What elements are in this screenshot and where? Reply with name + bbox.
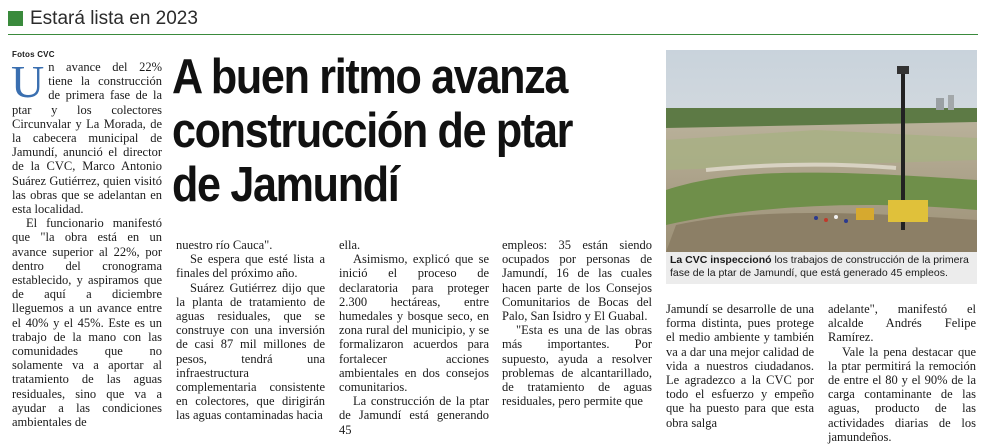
caption-text: los trabajos de construcción de la primera fase de la ptar de Jamundí, que está generado 45 empleos.: [670, 254, 969, 279]
article-column-1: [11, 56, 162, 430]
paragraph: empleos: 35 están siendo ocupados por personas de Jamundí, 16 de las cuales hacen parte de los Consejos Comunitarios de Bocas del Palo, San Isidro y El Guabal.: [502, 238, 652, 324]
paragraph: Suárez Gutiérrez dijo que la planta de tratamiento de aguas residuales, que se construye con una inversión de casi 87 mil millones de pesos, tendrá una infraestructura complementaria consistente en colectores, que dirigirán las aguas contaminadas hacia: [176, 280, 325, 423]
construction-site-photo: [666, 50, 977, 252]
paragraph: adelante", manifestó el alcalde Andrés Felipe Ramírez.: [828, 302, 976, 345]
caption-lead: La CVC inspeccionó: [670, 254, 772, 266]
section-header: [8, 6, 978, 32]
paragraph: n avance del 22% tiene la construcción de primera fase de la ptar y los colectores Circunvalar y La Morada, de la cabecera municipal de Jamundí, anunció el director de la CVC, Marco Antonio Suárez Gutiérrez, quien visitó las obras que se adelantan en esta localidad.: [12, 60, 162, 217]
photo-credit: Fotos CVC: [12, 50, 55, 59]
section-marker-icon: [8, 11, 23, 26]
paragraph: Vale la pena destacar que la ptar permitirá la remoción de entre el 80 y el 90% de la carga contaminante de las aguas, producto de las actividades diarias de los jamundeños.: [828, 344, 976, 444]
section-label: Estará lista en 2023: [30, 8, 198, 29]
paragraph: Asimismo, explicó que se inició el proceso de declaratoria para proteger 2.300 hectáreas, entre humedales y bosque seco, en zona rural del municipio, y se formalizaron acuerdos para fortalecer acciones ambientales en dos consejos comunitarios.: [339, 252, 489, 395]
photo-caption: [666, 252, 977, 284]
paragraph: Se espera que esté lista a finales del próximo año.: [176, 252, 325, 281]
paragraph: El funcionario manifestó que "la obra está en un avance superior al 22%, por dentro del cronograma establecido, y aspiramos que de aquí a diciembre lleguemos a un avance entre el 40% y el 45%. Este es un trabajo de la mano con las comunidades que no solamente va a aportar al tratamiento de las aguas residuales, sino que va a ayudar a las condiciones ambientales de: [12, 216, 162, 430]
article-column-3: [339, 238, 489, 437]
article-column-2: [176, 238, 325, 423]
paragraph: ella.: [339, 238, 361, 252]
headline: A buen ritmo avanza construcción de ptar de Jamundí: [172, 50, 573, 212]
article-column-4: [502, 238, 652, 408]
paragraph: Jamundí se desarrolle de una forma distinta, pues protege el medio ambiente y también va a dar una mejor calidad de vida a nuestros ciudadanos. Le agradezco a la CVC por todo el esfuerzo y empeño que ha puesto para que esta obra salga: [666, 302, 814, 430]
paragraph: La construcción de la ptar de Jamundí está generando 45: [339, 394, 489, 437]
paragraph: "Esta es una de las obras más importantes. Por supuesto, ayuda a resolver problemas de alcantarillado, de tratamiento de aguas residuales, pero permite que: [502, 323, 652, 409]
drop-cap: U: [11, 56, 45, 107]
article-column-5: [666, 302, 814, 430]
paragraph: nuestro río Cauca".: [176, 238, 273, 252]
section-divider: [8, 34, 978, 35]
article-column-6: [828, 302, 976, 444]
